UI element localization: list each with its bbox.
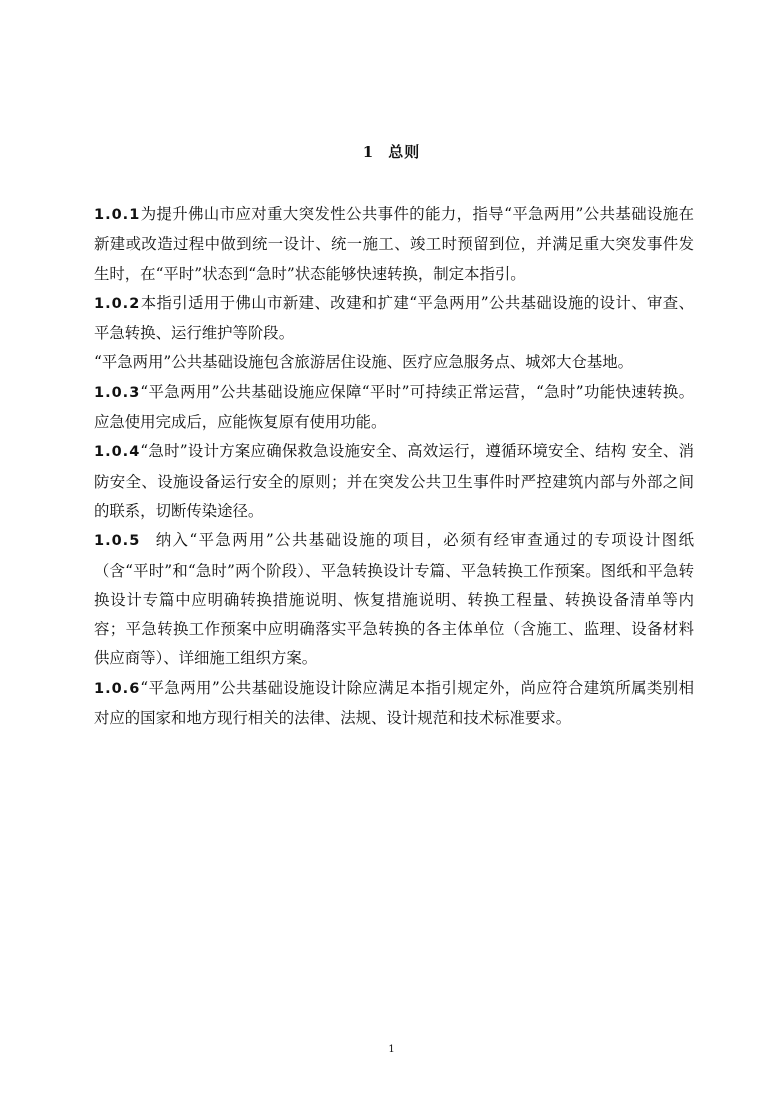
clause-text: “平急两用”公共基础设施应保障“平时”可持续正常运营，“急时”功能快速转换。应急使用完成后，应能恢复原有使用功能。 — [94, 382, 694, 432]
page-number: 1 — [388, 1044, 395, 1055]
clause-number: 1.0.2 — [94, 295, 141, 312]
clause-number: 1.0.1 — [94, 207, 141, 223]
section-title: 总则 — [388, 143, 421, 161]
clause-paragraph — [94, 437, 694, 526]
clause-paragraph — [94, 526, 694, 673]
plain-paragraph — [94, 348, 694, 377]
clause-number: 1.0.6 — [94, 680, 141, 697]
clause-number: 1.0.3 — [94, 384, 141, 401]
paragraph-text: “平急两用”公共基础设施包含旅游居住设施、医疗应急服务点、城郊大仓基地。 — [94, 353, 634, 372]
clause-paragraph — [94, 674, 694, 734]
clause-paragraph — [94, 378, 694, 438]
clause-text: “急时”设计方案应确保救急设施安全、高效运行，遵循环境安全、结构 安全、消防安全、设施设备运行安全的原则；并在突发公共卫生事件时严控建筑内部与外部之间的联系，切断传染途径。 — [94, 442, 694, 520]
clause-text: 纳入“平急两用”公共基础设施的项目，必须有经审查通过的专项设计图纸（含“平时”和“急时”两个阶段）、平急转换设计专篇、平急转换工作预案。图纸和平急转换设计专篇中应明确转换措施说明、恢复措施说明、转换工程量、转换设备清单等内容；平急转换工作预案中应明确落实平急转换的各主体单位（含施工、监理、设备材料供应商等）、详细施工组织方案。 — [94, 531, 694, 668]
clause-number: 1.0.4 — [94, 444, 141, 461]
clause-text: “平急两用”公共基础设施设计除应满足本指引规定外，尚应符合建筑所属类别相对应的国家和地方现行相关的法律、法规、设计规范和技术标准要求。 — [94, 678, 694, 728]
clause-paragraph — [94, 200, 694, 289]
clause-number: 1.0.5 — [94, 533, 141, 550]
clause-text: 本指引适用于佛山市新建、改建和扩建“平急两用”公共基础设施的设计、审查、平急转换、运行维护等阶段。 — [94, 293, 694, 343]
clause-paragraph — [94, 289, 694, 349]
section-heading — [0, 141, 783, 162]
clause-text: 为提升佛山市应对重大突发性公共事件的能力，指导“平急两用”公共基础设施在新建或改造过程中做到统一设计、统一施工、竣工时预留到位，并满足重大突发事件发生时，在“平时”状态到“急时”状态能够快速转换，制定本指引。 — [94, 205, 694, 283]
body-text — [94, 200, 694, 733]
section-number: 1 — [362, 143, 375, 161]
